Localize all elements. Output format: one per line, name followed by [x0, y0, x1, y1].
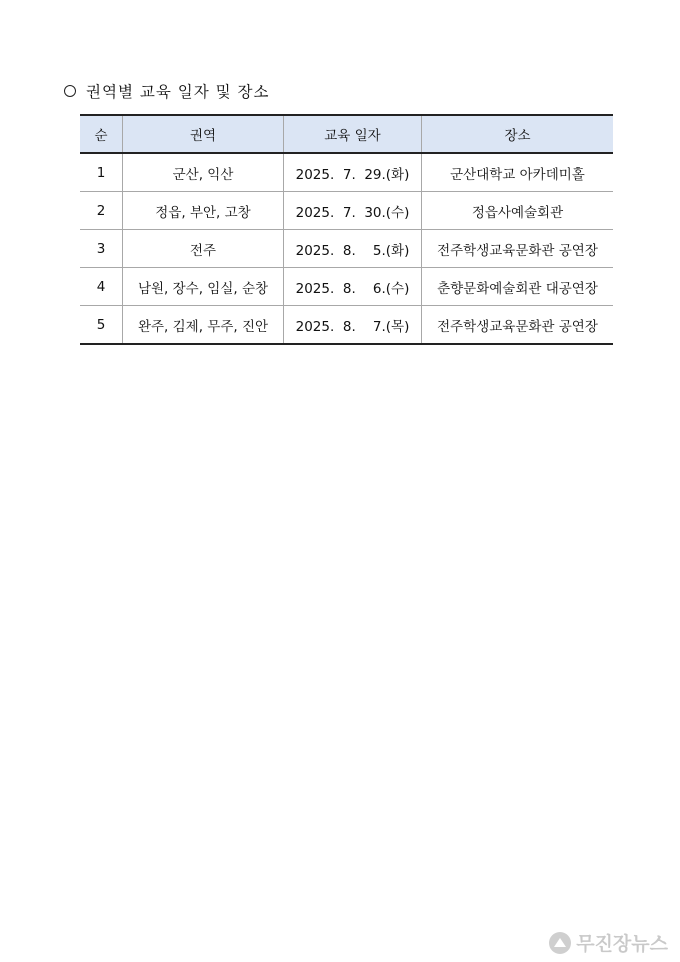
cell-venue: 전주학생교육문화관 공연장 [422, 230, 614, 268]
watermark [549, 929, 668, 956]
cell-venue: 전주학생교육문화관 공연장 [422, 306, 614, 345]
heading-text: 권역별 교육 일자 및 장소 [86, 83, 270, 101]
cell-region: 남원, 장수, 임실, 순창 [123, 268, 284, 306]
header-venue: 장소 [422, 115, 614, 153]
table-row [80, 192, 613, 230]
section-heading [64, 80, 269, 102]
table-row [80, 230, 613, 268]
table-row [80, 268, 613, 306]
cell-region: 정읍, 부안, 고창 [123, 192, 284, 230]
watermark-text: 무진장뉴스 [576, 933, 668, 955]
cell-no: 3 [80, 230, 123, 268]
mountain-logo-icon [549, 932, 571, 954]
cell-venue: 정읍사예술회관 [422, 192, 614, 230]
cell-no: 5 [80, 306, 123, 345]
cell-date: 2025. 8. 5.(화) [284, 230, 422, 268]
table-row [80, 153, 613, 192]
table-row [80, 306, 613, 345]
cell-no: 2 [80, 192, 123, 230]
circle-bullet-icon [64, 85, 76, 97]
header-region: 권역 [123, 115, 284, 153]
cell-region: 군산, 익산 [123, 153, 284, 192]
cell-no: 4 [80, 268, 123, 306]
cell-no: 1 [80, 153, 123, 192]
cell-venue: 군산대학교 아카데미홀 [422, 153, 614, 192]
table-header-row [80, 115, 613, 153]
cell-date: 2025. 7. 29.(화) [284, 153, 422, 192]
cell-date: 2025. 8. 6.(수) [284, 268, 422, 306]
cell-date: 2025. 8. 7.(목) [284, 306, 422, 345]
schedule-table [80, 114, 613, 345]
cell-date: 2025. 7. 30.(수) [284, 192, 422, 230]
cell-region: 전주 [123, 230, 284, 268]
header-date: 교육 일자 [284, 115, 422, 153]
header-no: 순 [80, 115, 123, 153]
cell-venue: 춘향문화예술회관 대공연장 [422, 268, 614, 306]
cell-region: 완주, 김제, 무주, 진안 [123, 306, 284, 345]
